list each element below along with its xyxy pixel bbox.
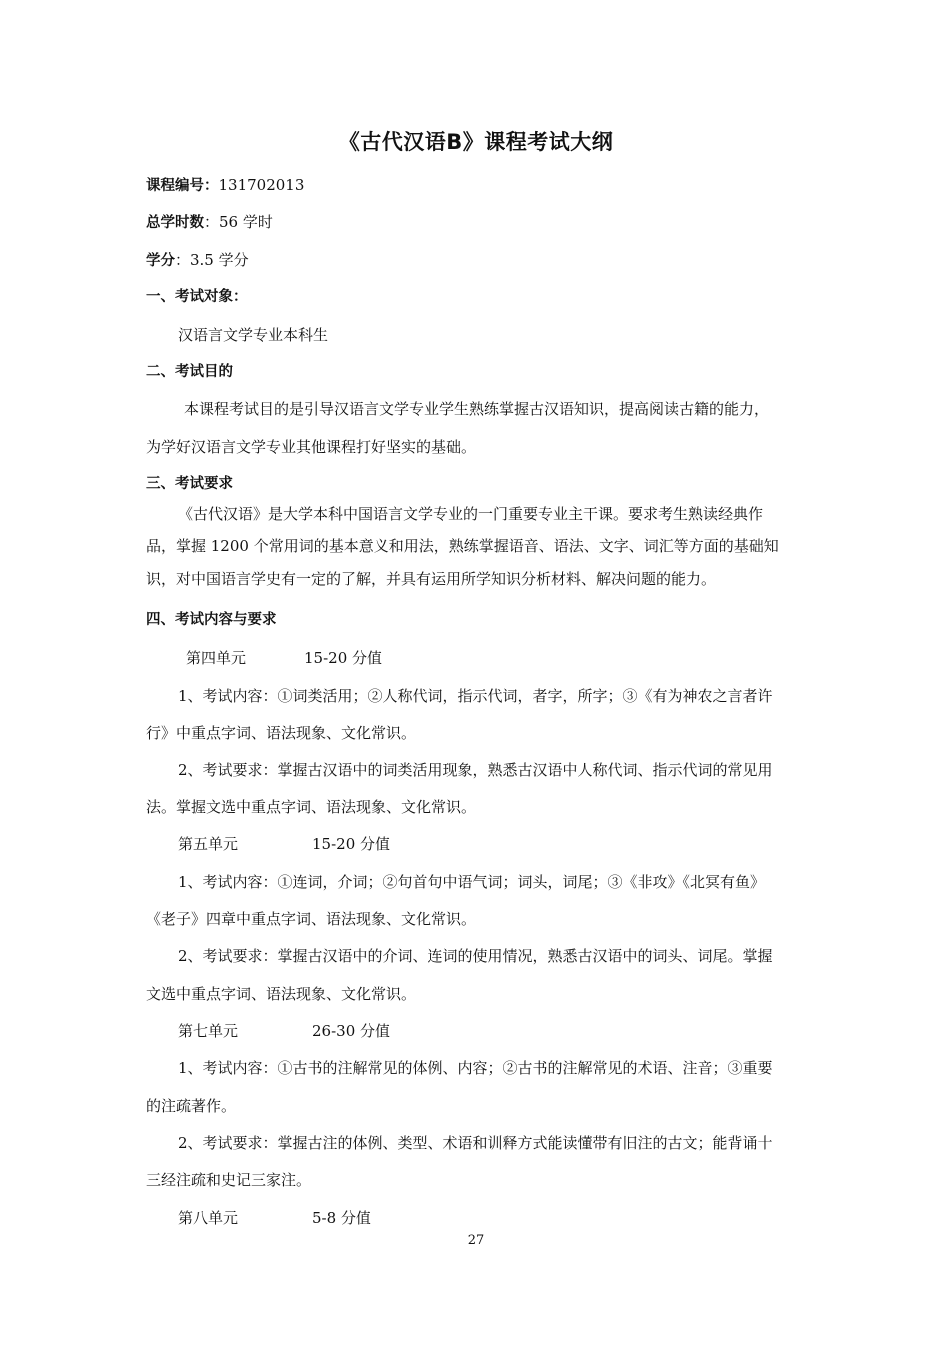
unit-content-line-1: 1、考试内容：①词类活用；②人称代词，指示代词，者字，所字；③《有为神农之言者许 bbox=[178, 687, 773, 705]
unit-name: 第四单元 bbox=[186, 649, 247, 667]
unit-name: 第五单元 bbox=[178, 835, 239, 853]
credit-row bbox=[146, 250, 846, 271]
unit-content-line-1: 1、考试内容：①连词，介词；②句首句中语气词；词头，词尾；③《非攻》《北冥有鱼》 bbox=[178, 873, 766, 891]
unit-content-line-1: 1、考试内容：①古书的注解常见的体例、内容；②古书的注解常见的术语、注音；③重要 bbox=[178, 1059, 773, 1077]
unit-content-line-2: 行》中重点字词、语法现象、文化常识。 bbox=[146, 724, 417, 742]
unit-name: 第七单元 bbox=[178, 1022, 239, 1040]
unit-requirement-line-2: 三经注疏和史记三家注。 bbox=[146, 1171, 312, 1189]
page-number: 27 bbox=[467, 1233, 485, 1248]
course-code-value: 131702013 bbox=[218, 176, 305, 194]
credit-label: 学分 bbox=[146, 253, 175, 269]
unit-score: 15-20 分值 bbox=[304, 649, 383, 667]
section-heading-2: 二、考试目的 bbox=[146, 364, 233, 380]
unit-score: 5-8 分值 bbox=[312, 1209, 371, 1227]
page-title: 《古代汉语B》课程考试大纲 bbox=[338, 130, 614, 154]
section-heading-4: 四、考试内容与要求 bbox=[146, 612, 277, 628]
section-2-line-2: 为学好汉语言文学专业其他课程打好坚实的基础。 bbox=[146, 438, 477, 456]
unit-content-line-2: 的注疏著作。 bbox=[146, 1097, 237, 1115]
unit-content-line-2: 《老子》四章中重点字词、语法现象、文化常识。 bbox=[146, 910, 477, 928]
unit-requirement-line-1: 2、考试要求：掌握古注的体例、类型、术语和训释方式能读懂带有旧注的古文；能背诵十 bbox=[178, 1134, 773, 1152]
unit-score: 26-30 分值 bbox=[312, 1022, 391, 1040]
credit-value: ：3.5 学分 bbox=[175, 251, 249, 269]
unit-name: 第八单元 bbox=[178, 1209, 239, 1227]
course-code-label: 课程编号： bbox=[146, 178, 219, 194]
section-1-body: 汉语言文学专业本科生 bbox=[178, 326, 329, 344]
course-code-row bbox=[146, 175, 846, 196]
section-heading-1: 一、考试对象： bbox=[146, 289, 248, 305]
section-heading-3: 三、考试要求 bbox=[146, 476, 233, 492]
section-2-line-1: 本课程考试目的是引导汉语言文学专业学生熟练掌握古汉语知识，提高阅读古籍的能力， bbox=[184, 400, 770, 418]
total-hours-label: 总学时数 bbox=[146, 215, 204, 231]
unit-requirement-line-1: 2、考试要求：掌握古汉语中的介词、连词的使用情况，熟悉古汉语中的词头、词尾。掌握 bbox=[178, 947, 773, 965]
unit-score: 15-20 分值 bbox=[312, 835, 391, 853]
section-3-line-1: 《古代汉语》是大学本科中国语言文学专业的一门重要专业主干课。要求考生熟读经典作 bbox=[178, 505, 764, 523]
section-3-line-2: 品，掌握 1200 个常用词的基本意义和用法，熟练掌握语音、语法、文字、词汇等方面的基础知 bbox=[146, 537, 779, 555]
total-hours-value: ：56 学时 bbox=[204, 213, 273, 231]
total-hours-row bbox=[146, 212, 846, 233]
unit-requirement-line-2: 文选中重点字词、语法现象、文化常识。 bbox=[146, 985, 417, 1003]
section-3-line-3: 识，对中国语言学史有一定的了解，并具有运用所学知识分析材料、解决问题的能力。 bbox=[146, 570, 717, 588]
unit-requirement-line-2: 法。掌握文选中重点字词、语法现象、文化常识。 bbox=[146, 798, 477, 816]
unit-requirement-line-1: 2、考试要求：掌握古汉语中的词类活用现象，熟悉古汉语中人称代词、指示代词的常见用 bbox=[178, 761, 773, 779]
